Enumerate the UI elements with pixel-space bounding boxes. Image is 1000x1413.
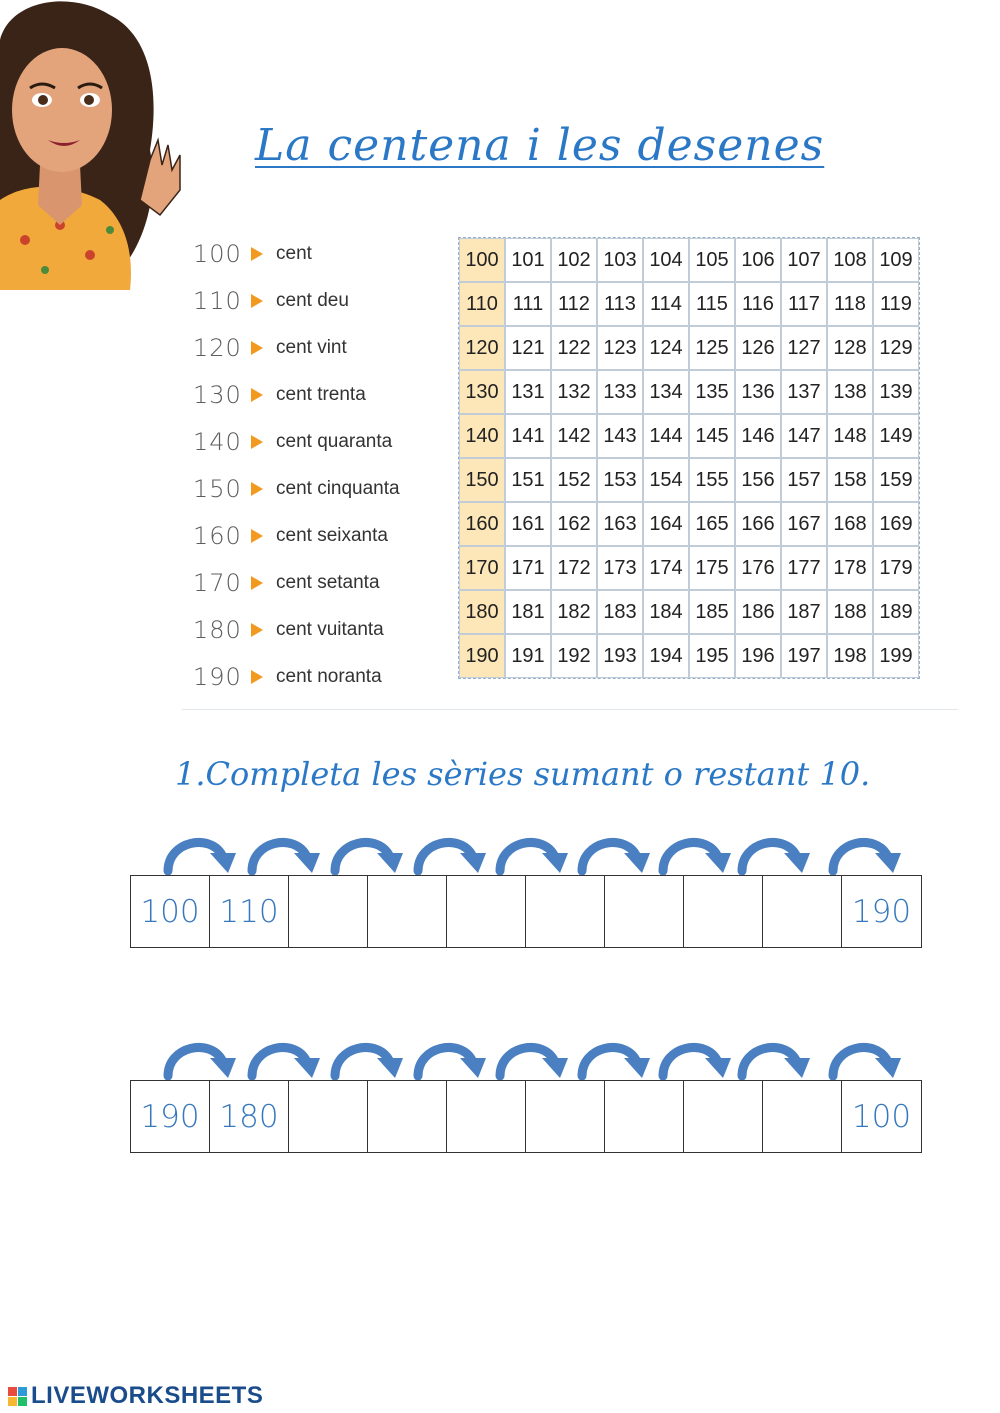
chart-cell: 193 [597,634,643,678]
chart-cell: 133 [597,370,643,414]
chart-cell: 115 [689,282,735,326]
play-arrow-icon [251,576,263,590]
answer-box[interactable] [605,1081,684,1152]
chart-cell: 137 [781,370,827,414]
curved-arrow-icon [252,842,320,873]
chart-cell-ten: 130 [459,370,505,414]
chart-cell: 178 [827,546,873,590]
curved-arrow-icon [252,1047,320,1078]
answer-box[interactable] [605,876,684,947]
chart-cell: 138 [827,370,873,414]
tens-row [193,469,400,509]
chart-cell: 129 [873,326,919,370]
tens-word: cent quaranta [276,431,393,452]
chart-cell: 128 [827,326,873,370]
curved-arrow-icon [833,1047,901,1078]
chart-cell: 197 [781,634,827,678]
chart-cell: 113 [597,282,643,326]
chart-cell: 174 [643,546,689,590]
brand-name: LIVEWORKSHEETS [31,1382,264,1409]
curved-arrow-icon [500,1047,568,1078]
answer-box[interactable] [289,1081,368,1152]
answer-input[interactable] [607,894,681,929]
chart-cell: 101 [505,238,551,282]
tens-number: 140 [193,428,242,456]
chart-cell: 145 [689,414,735,458]
chart-cell: 108 [827,238,873,282]
chart-cell: 169 [873,502,919,546]
curved-arrow-icon [663,842,731,873]
chart-cell: 125 [689,326,735,370]
tens-word: cent vuitanta [276,619,384,640]
chart-cell-ten: 100 [459,238,505,282]
play-arrow-icon [251,388,263,402]
chart-cell: 151 [505,458,551,502]
chart-cell: 121 [505,326,551,370]
worksheet-title: La centena i les desenes [255,120,825,171]
chart-cell: 157 [781,458,827,502]
chart-row [459,414,919,458]
given-number-box: 190 [131,1081,210,1152]
chart-cell-ten: 150 [459,458,505,502]
chart-cell: 152 [551,458,597,502]
chart-cell: 175 [689,546,735,590]
answer-box[interactable] [684,1081,763,1152]
tens-word: cent cinquanta [276,478,400,499]
chart-cell: 141 [505,414,551,458]
chart-cell: 185 [689,590,735,634]
chart-cell: 109 [873,238,919,282]
play-arrow-icon [251,623,263,637]
chart-cell: 198 [827,634,873,678]
play-arrow-icon [251,247,263,261]
answer-input[interactable] [370,894,444,929]
hundred-chart [458,237,920,679]
chart-cell: 191 [505,634,551,678]
answer-input[interactable] [686,894,760,929]
answer-input[interactable] [449,894,523,929]
answer-box[interactable] [526,876,605,947]
tens-number: 110 [193,287,242,315]
chart-cell: 164 [643,502,689,546]
chart-cell: 127 [781,326,827,370]
chart-cell: 184 [643,590,689,634]
chart-cell: 154 [643,458,689,502]
chart-cell: 199 [873,634,919,678]
tens-number: 120 [193,334,242,362]
tens-row [193,563,380,603]
chart-row [459,282,919,326]
chart-cell: 179 [873,546,919,590]
chart-cell-ten: 190 [459,634,505,678]
chart-cell: 105 [689,238,735,282]
chart-cell: 139 [873,370,919,414]
chart-cell: 124 [643,326,689,370]
answer-input[interactable] [291,1099,365,1134]
chart-cell: 158 [827,458,873,502]
play-arrow-icon [251,341,263,355]
tens-row [193,610,384,650]
answer-input[interactable] [528,894,602,929]
chart-cell: 163 [597,502,643,546]
chart-cell: 114 [643,282,689,326]
chart-cell-ten: 170 [459,546,505,590]
logo-icon [8,1387,27,1406]
answer-input[interactable] [449,1099,523,1134]
tens-row [193,234,312,274]
answer-box[interactable] [289,876,368,947]
chart-cell: 132 [551,370,597,414]
chart-cell: 118 [827,282,873,326]
chart-cell: 189 [873,590,919,634]
answer-box[interactable] [447,876,526,947]
chart-cell: 122 [551,326,597,370]
exercise-instruction: 1.Completa les sèries sumant o restant 10. [175,755,871,793]
given-number-box: 100 [131,876,210,947]
chart-cell: 171 [505,546,551,590]
chart-cell: 149 [873,414,919,458]
tens-word: cent noranta [276,666,382,687]
chart-cell: 136 [735,370,781,414]
given-number-box: 110 [210,876,289,947]
chart-cell: 166 [735,502,781,546]
liveworksheets-logo[interactable] [8,1381,263,1411]
answer-box[interactable] [684,876,763,947]
given-number-box: 180 [210,1081,289,1152]
curved-arrow-icon [168,842,236,873]
chart-cell: 146 [735,414,781,458]
arrow-row [130,833,929,875]
tens-number: 160 [193,522,242,550]
chart-cell: 192 [551,634,597,678]
chart-row [459,590,919,634]
play-arrow-icon [251,670,263,684]
play-arrow-icon [251,482,263,496]
chart-cell: 119 [873,282,919,326]
tens-number: 100 [193,240,242,268]
curved-arrow-icon [833,842,901,873]
curved-arrow-icon [418,842,486,873]
tens-row [193,328,347,368]
chart-cell-ten: 140 [459,414,505,458]
chart-cell: 134 [643,370,689,414]
chart-cell: 173 [597,546,643,590]
tens-number: 130 [193,381,242,409]
tens-word: cent vint [276,337,347,358]
answer-boxes [130,1080,922,1153]
chart-cell: 177 [781,546,827,590]
curved-arrow-icon [582,842,650,873]
curved-arrow-icon [168,1047,236,1078]
play-arrow-icon [251,435,263,449]
chart-row [459,458,919,502]
chart-cell: 194 [643,634,689,678]
curved-arrow-icon [335,1047,403,1078]
chart-cell: 142 [551,414,597,458]
curved-arrow-icon [742,1047,810,1078]
tens-word: cent deu [276,290,349,311]
chart-row [459,326,919,370]
tens-row [193,281,349,321]
teacher-avatar-illustration [0,0,190,290]
chart-cell: 188 [827,590,873,634]
chart-cell: 143 [597,414,643,458]
chart-cell: 117 [781,282,827,326]
given-number-box: 190 [851,893,912,930]
chart-cell: 103 [597,238,643,282]
answer-input[interactable] [765,894,839,929]
tens-word: cent setanta [276,572,380,593]
chart-cell: 153 [597,458,643,502]
arrow-row [130,1038,929,1080]
chart-cell: 183 [597,590,643,634]
chart-cell: 123 [597,326,643,370]
given-number-box: 100 [851,1098,912,1135]
chart-cell: 106 [735,238,781,282]
chart-cell: 165 [689,502,735,546]
chart-cell: 131 [505,370,551,414]
chart-cell-ten: 160 [459,502,505,546]
chart-cell: 167 [781,502,827,546]
tens-word: cent [276,243,312,264]
tens-number: 170 [193,569,242,597]
tens-word: cent seixanta [276,525,388,546]
curved-arrow-icon [742,842,810,873]
chart-row [459,502,919,546]
answer-box[interactable] [763,876,842,947]
chart-cell: 104 [643,238,689,282]
chart-cell: 176 [735,546,781,590]
answer-box[interactable] [526,1081,605,1152]
chart-cell: 156 [735,458,781,502]
chart-cell: 196 [735,634,781,678]
chart-row [459,634,919,678]
answer-input[interactable] [686,1099,760,1134]
answer-input[interactable] [528,1099,602,1134]
chart-cell: 126 [735,326,781,370]
tens-row [193,422,392,462]
answer-input[interactable] [765,1099,839,1134]
tens-word: cent trenta [276,384,366,405]
answer-box[interactable] [368,876,447,947]
chart-cell: 182 [551,590,597,634]
answer-box[interactable] [447,1081,526,1152]
answer-input[interactable] [370,1099,444,1134]
answer-input[interactable] [607,1099,681,1134]
tens-number: 150 [193,475,242,503]
chart-cell: 144 [643,414,689,458]
chart-cell-ten: 120 [459,326,505,370]
curved-arrow-icon [335,842,403,873]
chart-row [459,238,919,282]
chart-cell-ten: 180 [459,590,505,634]
tens-number: 180 [193,616,242,644]
chart-cell: 168 [827,502,873,546]
chart-cell: 181 [505,590,551,634]
chart-cell: 102 [551,238,597,282]
chart-cell: 112 [551,282,597,326]
curved-arrow-icon [418,1047,486,1078]
tens-number: 190 [193,663,242,691]
series-descending [130,1038,929,1168]
chart-cell: 135 [689,370,735,414]
tens-row [193,516,388,556]
chart-cell: 195 [689,634,735,678]
chart-cell: 159 [873,458,919,502]
chart-cell: 187 [781,590,827,634]
tens-row [193,375,366,415]
chart-cell: 161 [505,502,551,546]
answer-box[interactable] [368,1081,447,1152]
chart-cell-ten: 110 [459,282,505,326]
chart-cell: 155 [689,458,735,502]
curved-arrow-icon [663,1047,731,1078]
chart-cell: 172 [551,546,597,590]
chart-cell: 107 [781,238,827,282]
chart-cell: 162 [551,502,597,546]
play-arrow-icon [251,529,263,543]
chart-cell: 148 [827,414,873,458]
answer-boxes [130,875,922,948]
divider [182,709,958,710]
answer-input[interactable] [291,894,365,929]
tens-row [193,657,382,697]
chart-cell: 186 [735,590,781,634]
chart-cell: 147 [781,414,827,458]
chart-row [459,370,919,414]
answer-box[interactable] [763,1081,842,1152]
chart-cell: 116 [735,282,781,326]
curved-arrow-icon [582,1047,650,1078]
series-ascending [130,833,929,963]
chart-cell: 111 [505,282,551,326]
play-arrow-icon [251,294,263,308]
curved-arrow-icon [500,842,568,873]
chart-row [459,546,919,590]
